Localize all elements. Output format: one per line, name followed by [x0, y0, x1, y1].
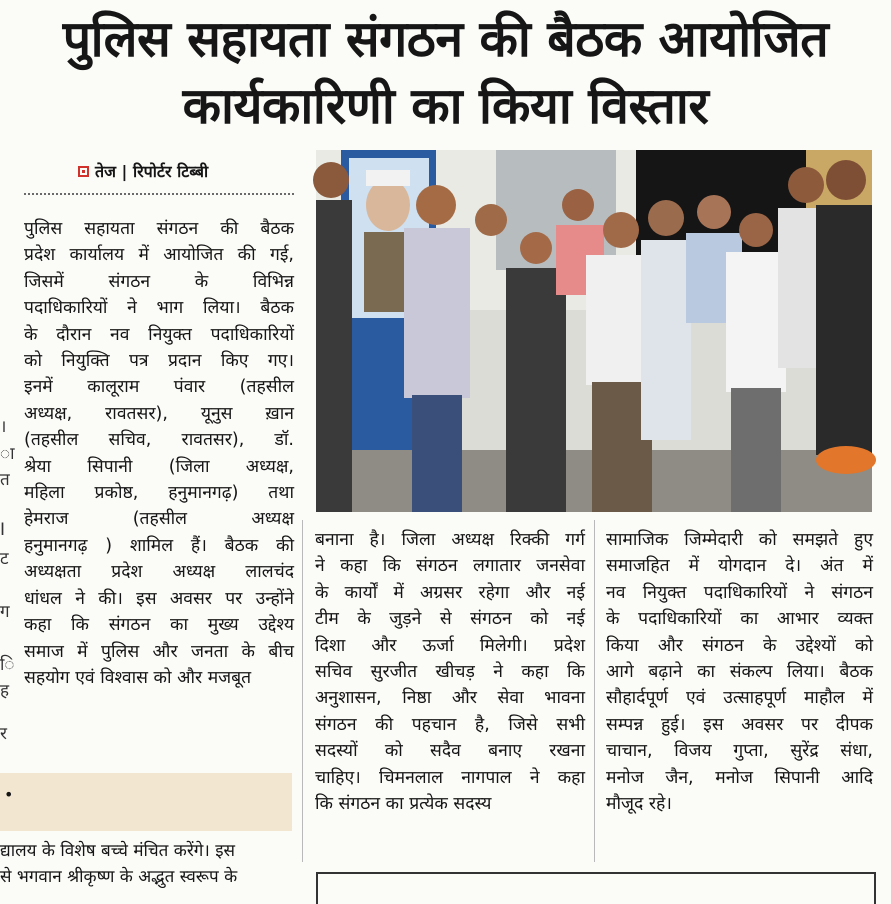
article-line: संगठन की पहचान है, जिसे सभी	[315, 714, 585, 735]
article-line: कहा कि संगठन का मुख्य उद्देश्य	[24, 615, 294, 636]
edge-fragment: ।	[0, 417, 7, 437]
dotted-divider	[24, 193, 294, 195]
article-line: हेमराज (तहसील अध्यक्ष	[24, 509, 294, 530]
article-line: सदस्यों को सदैव बनाए रखना	[315, 741, 585, 762]
article-line: हनुमानगढ़ ) शामिल हैं। बैठक की	[24, 535, 294, 556]
article-line: पदाधिकारियों ने भाग लिया। बैठक	[24, 298, 294, 319]
edge-fragment: त	[0, 470, 10, 490]
article-column-3	[606, 527, 873, 817]
article-line: अध्यक्ष, रावतसर), यूनुस ख़ान	[24, 403, 294, 424]
article-line: इनमें कालूराम पंवार (तहसील	[24, 377, 294, 398]
article-line: महिला प्रकोष्ठ, हनुमानगढ़) तथा	[24, 483, 294, 504]
article-line: कि संगठन का प्रत्येक सदस्य	[315, 794, 492, 815]
article-line: समाजहित में योगदान दे। अंत में	[606, 556, 873, 577]
article-line: पुलिस सहायता संगठन की बैठक	[24, 219, 294, 239]
article-line: धांधल ने की। इस अवसर पर उन्होंने	[24, 588, 294, 609]
byline	[78, 160, 208, 182]
article-line: सहयोग एवं विश्वास को और मजबूत	[24, 667, 252, 688]
article-line: को नियुक्ति पत्र प्रदान किए गए।	[24, 351, 294, 372]
article-line: के पदाधिकारियों का आभार व्यक्त	[606, 609, 873, 630]
article-line: आगे बढ़ाने का संकल्प लिया। बैठक	[606, 662, 873, 683]
edge-fragment: ग	[0, 602, 10, 622]
article-line: मनोज जैन, मनोज सिपानी आदि	[606, 767, 873, 788]
edge-fragment: ट	[0, 549, 9, 569]
group-photo-image	[316, 150, 872, 512]
article-line: नव नियुक्त पदाधिकारियों ने संगठन	[606, 582, 873, 603]
edge-fragment: I	[0, 520, 6, 540]
adjacent-box	[0, 773, 292, 831]
edge-fragment: ह	[0, 681, 10, 701]
column-rule	[302, 520, 303, 862]
article-line: के दौरान नव नियुक्त पदाधिकारियों	[24, 324, 294, 345]
article-column-2	[315, 527, 585, 817]
headline-line-2: कार्यकारिणी का किया विस्तार	[182, 77, 709, 135]
article-line: समाज में पुलिस और जनता के बीच	[24, 641, 294, 662]
box-bullet: •	[4, 785, 14, 804]
next-article-frame	[316, 872, 876, 904]
article-line: सौहार्दपूर्ण एवं उत्साहपूर्ण माहौल में	[606, 688, 873, 709]
headline-line-1: पुलिस सहायता संगठन की बैठक आयोजित	[62, 10, 829, 68]
article-line: किया और संगठन के उद्देश्यों को	[606, 635, 873, 656]
article-line: सम्पन्न हुई। इस अवसर पर दीपक	[606, 714, 873, 735]
article-line: सामाजिक जिम्मेदारी को समझते हुए	[606, 530, 873, 550]
adjacent-line: द्यालय के विशेष बच्चे मंचित करेंगे। इस	[0, 841, 236, 861]
article-line: (तहसील सचिव, रावतसर), डॉ.	[24, 430, 294, 451]
article-line: चाहिए। चिमनलाल नागपाल ने कहा	[315, 767, 585, 788]
article-line: सचिव सुरजीत खीचड़ ने कहा कि	[315, 662, 585, 683]
square-bullet-icon	[78, 166, 89, 177]
article-line: जिसमें संगठन के विभिन्न	[24, 271, 294, 292]
byline-text: तेज | रिपोर्टर टिब्बी	[95, 162, 209, 181]
article-line: बनाना है। जिला अध्यक्ष रिक्की गर्ग	[315, 530, 585, 550]
column-rule	[594, 520, 595, 862]
article-line: प्रदेश कार्यालय में आयोजित की गई,	[24, 245, 294, 266]
article-line: दिशा और ऊर्जा मिलेगी। प्रदेश	[315, 635, 585, 656]
article-line: अनुशासन, निष्ठा और सेवा भावना	[315, 688, 585, 709]
article-line: टीम के जुड़ने से संगठन को नई	[315, 609, 585, 630]
article-line: अध्यक्षता प्रदेश अध्यक्ष लालचंद	[24, 562, 294, 583]
article-line: के कार्यों में अग्रसर रहेगा और नई	[315, 582, 585, 603]
edge-fragment: र	[0, 724, 7, 744]
article-line: ने कहा कि संगठन लगातार जनसेवा	[315, 556, 585, 577]
edge-fragment: ा	[0, 444, 15, 464]
article-line: श्रेया सिपानी (जिला अध्यक्ष,	[24, 456, 294, 477]
article-line: मौजूद रहे।	[606, 794, 672, 815]
adjacent-article-text	[0, 838, 300, 890]
edge-fragment: ि	[0, 655, 15, 675]
group-photo	[316, 150, 872, 512]
article-column-1	[24, 216, 294, 691]
adjacent-line: से भगवान श्रीकृष्ण के अद्भुत स्वरूप के	[0, 867, 238, 887]
article-line: चाचान, विजय गुप्ता, सुरेंद्र संधा,	[606, 741, 873, 762]
